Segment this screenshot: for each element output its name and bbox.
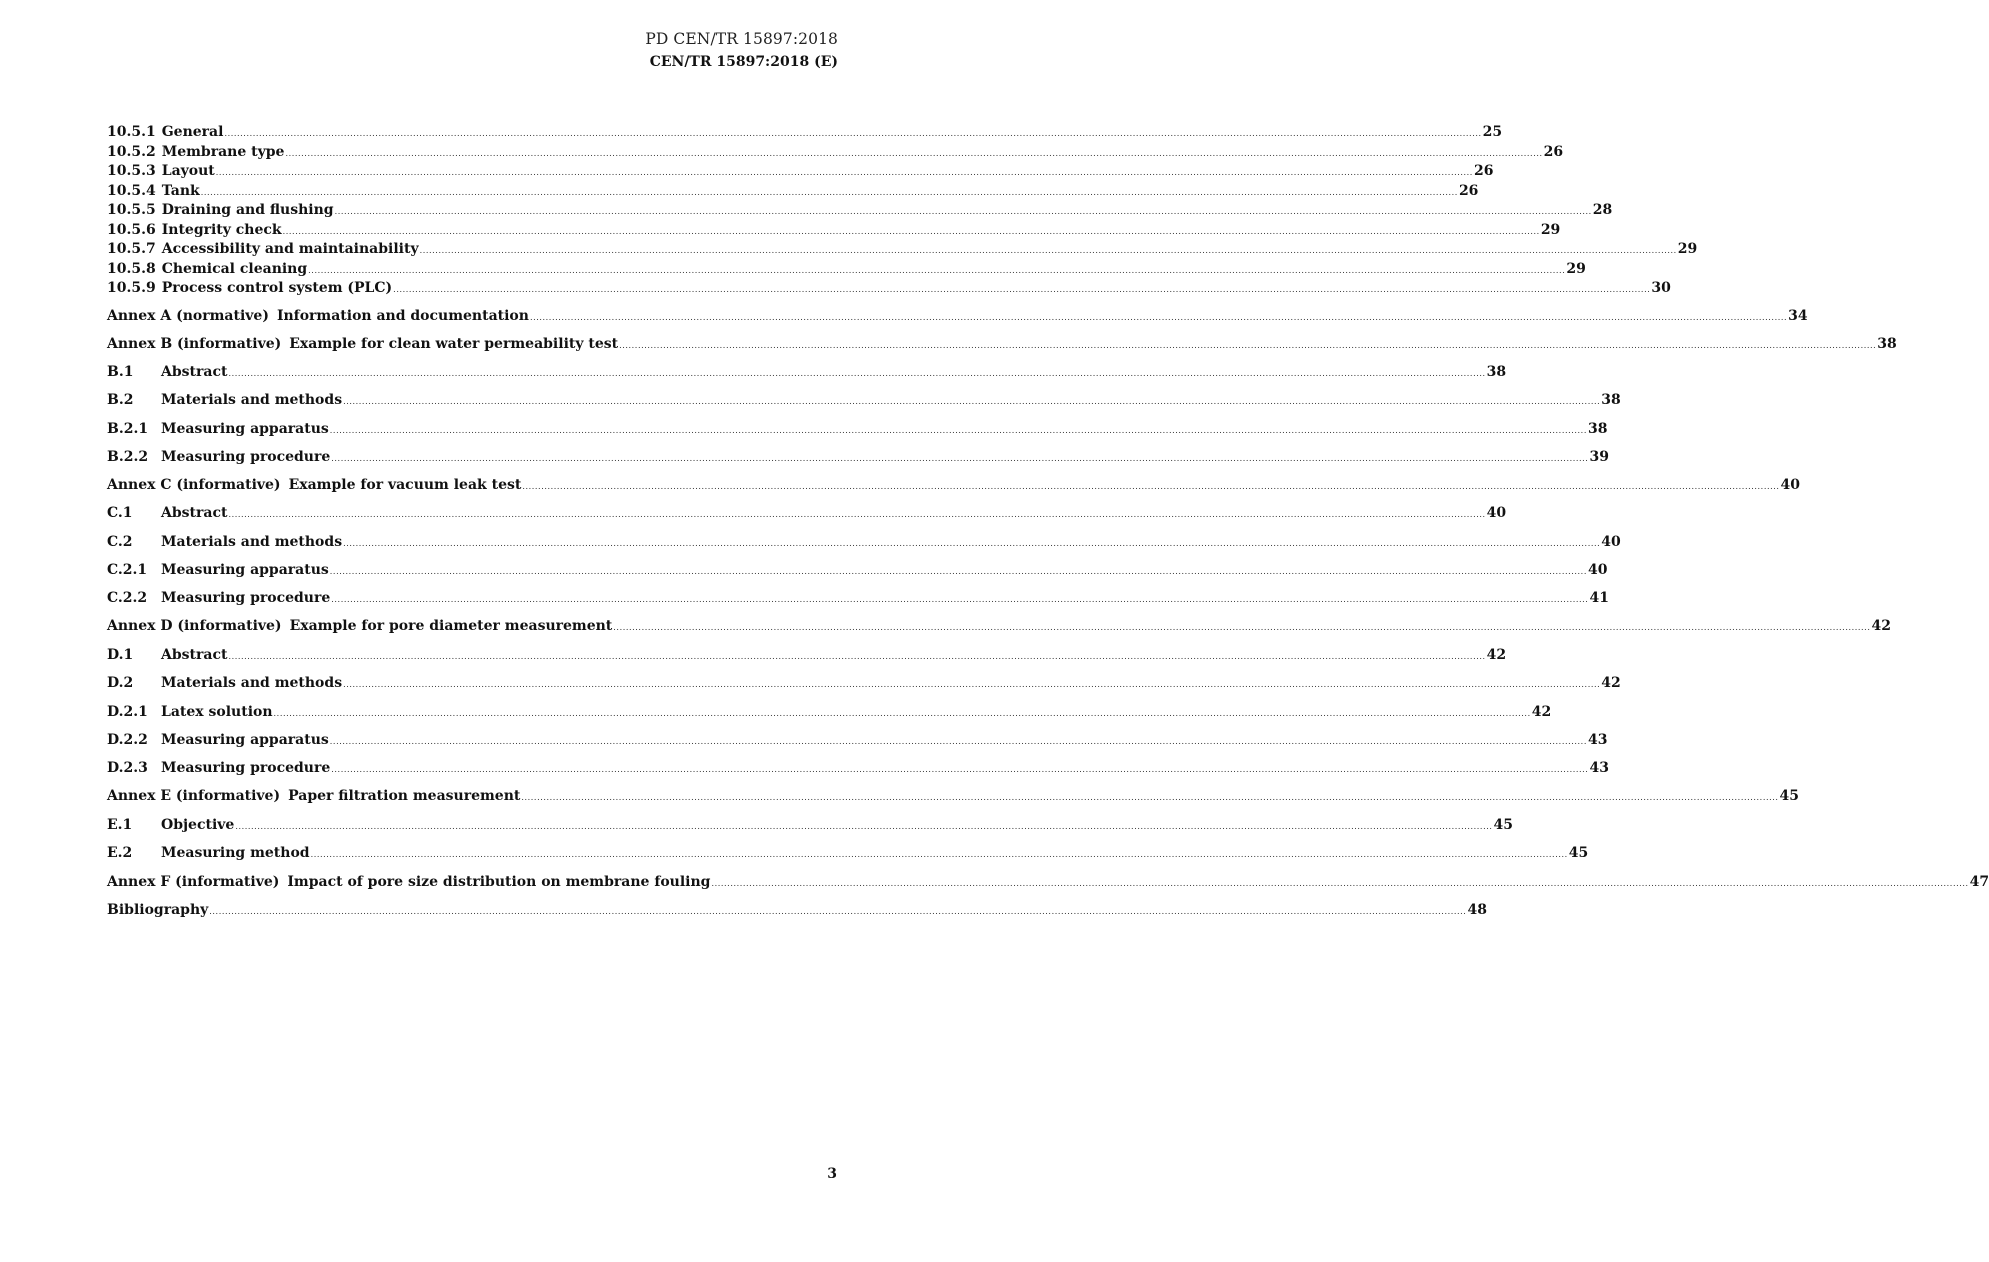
toc-entry-title: Example for clean water permeability test xyxy=(289,336,619,352)
toc-entry-number: Annex E (informative) xyxy=(107,788,281,804)
toc-entry-number: B.2 xyxy=(107,392,134,408)
toc-leader-dots: ................................................................................................................................................................................................................................................................................................................................................................................................................ xyxy=(209,907,1467,916)
toc-entry-page: 40 xyxy=(1587,562,1608,578)
toc-entry[interactable] xyxy=(107,163,1494,179)
toc-entry-title: Objective xyxy=(161,817,235,833)
toc-leader-dots: ................................................................................................................................................................................................................................................................................................................................................................................................................ xyxy=(343,680,1601,689)
toc-entry-title: Layout xyxy=(161,163,215,179)
document-id-language: CEN/TR 15897:2018 (E) xyxy=(649,54,838,70)
toc-entry-number: E.1 xyxy=(107,817,133,833)
toc-leader-dots: ................................................................................................................................................................................................................................................................................................................................................................................................................ xyxy=(331,765,1589,774)
toc-entry-title: Measuring apparatus xyxy=(161,421,329,437)
toc-entry-page: 40 xyxy=(1601,534,1621,550)
toc-leader-dots: ................................................................................................................................................................................................................................................................................................................................................................................................................ xyxy=(310,850,1568,859)
toc-entry-page: 38 xyxy=(1601,392,1621,408)
toc-leader-dots: ................................................................................................................................................................................................................................................................................................................................................................................................................ xyxy=(329,737,1587,746)
toc-entry[interactable] xyxy=(107,449,1609,465)
toc-leader-dots: ................................................................................................................................................................................................................................................................................................................................................................................................................ xyxy=(308,265,1566,275)
toc-entry-page: 41 xyxy=(1589,590,1609,606)
toc-entry-page: 26 xyxy=(1543,143,1564,160)
toc-leader-dots: ................................................................................................................................................................................................................................................................................................................................................................................................................ xyxy=(228,369,1486,378)
toc-entry-title: Measuring procedure xyxy=(161,449,331,465)
toc-leader-dots: ................................................................................................................................................................................................................................................................................................................................................................................................................ xyxy=(228,510,1486,519)
toc-entry[interactable] xyxy=(107,534,1621,550)
toc-entry[interactable] xyxy=(107,902,1487,918)
toc-entry-title: General xyxy=(161,124,224,140)
toc-entry[interactable] xyxy=(107,647,1507,663)
toc-leader-dots: ................................................................................................................................................................................................................................................................................................................................................................................................................ xyxy=(393,285,1651,294)
toc-entry[interactable] xyxy=(107,562,1608,578)
toc-entry-number: Annex D (informative) xyxy=(107,618,282,634)
toc-leader-dots: ................................................................................................................................................................................................................................................................................................................................................................................................................ xyxy=(711,879,1969,888)
toc-entry-page: 38 xyxy=(1486,364,1507,380)
toc-entry-page: 45 xyxy=(1779,788,1800,804)
toc-entry-number: C.1 xyxy=(107,505,133,521)
toc-entry[interactable] xyxy=(107,845,1589,861)
toc-entry-title: Measuring apparatus xyxy=(161,732,329,748)
toc-entry[interactable] xyxy=(107,308,1808,324)
toc-entry-number: Annex C (informative) xyxy=(107,477,281,493)
toc-entry-page: 28 xyxy=(1592,202,1613,218)
toc-entry-title: Impact of pore size distribution on membrane fouling xyxy=(287,874,711,890)
toc-entry-title: Measuring procedure xyxy=(161,760,331,776)
toc-entry-page: 42 xyxy=(1871,618,1891,634)
toc-entry[interactable] xyxy=(107,760,1609,776)
toc-entry[interactable] xyxy=(107,202,1613,218)
toc-entry[interactable] xyxy=(107,817,1513,833)
toc-entry-page: 42 xyxy=(1531,704,1552,720)
toc-leader-dots: ................................................................................................................................................................................................................................................................................................................................................................................................................ xyxy=(329,426,1587,435)
toc-entry-title: Draining and flushing xyxy=(161,202,334,218)
toc-entry-title: Measuring apparatus xyxy=(161,562,329,578)
toc-entry[interactable] xyxy=(107,788,1800,804)
toc-entry-title: Materials and methods xyxy=(161,534,343,550)
toc-entry[interactable] xyxy=(107,124,1503,140)
toc-entry-number: D.2.3 xyxy=(107,760,148,776)
toc-entry-page: 43 xyxy=(1589,760,1609,776)
toc-entry-title: Latex solution xyxy=(161,704,273,720)
toc-entry-title: Paper filtration measurement xyxy=(288,788,521,804)
toc-entry-title: Abstract xyxy=(161,364,228,380)
toc-entry-title: Process control system (PLC) xyxy=(161,280,393,296)
toc-entry-page: 42 xyxy=(1601,675,1621,691)
toc-entry-page: 45 xyxy=(1493,817,1513,833)
toc-entry-page: 45 xyxy=(1568,845,1589,861)
toc-entry-number: C.2.2 xyxy=(107,590,148,606)
toc-entry-title: Bibliography xyxy=(107,902,209,918)
toc-entry-number: B.2.1 xyxy=(107,421,149,437)
toc-leader-dots: ................................................................................................................................................................................................................................................................................................................................................................................................................ xyxy=(224,129,1482,138)
toc-entry[interactable] xyxy=(107,392,1621,408)
toc-entry-title: Membrane type xyxy=(161,143,285,160)
toc-leader-dots: ................................................................................................................................................................................................................................................................................................................................................................................................................ xyxy=(200,187,1458,197)
toc-entry-number: 10.5.8 xyxy=(107,260,156,277)
toc-entry[interactable] xyxy=(107,874,1989,890)
toc-entry-page: 29 xyxy=(1566,260,1586,277)
toc-entry[interactable] xyxy=(107,280,1671,296)
toc-entry[interactable] xyxy=(107,732,1608,748)
toc-entry-number: 10.5.4 xyxy=(107,182,156,199)
toc-entry[interactable] xyxy=(107,618,1891,634)
toc-leader-dots: ................................................................................................................................................................................................................................................................................................................................................................................................................ xyxy=(613,623,1871,632)
toc-entry[interactable] xyxy=(107,675,1621,691)
toc-entry[interactable] xyxy=(107,260,1586,277)
toc-leader-dots: ................................................................................................................................................................................................................................................................................................................................................................................................................ xyxy=(228,652,1486,661)
toc-leader-dots: ................................................................................................................................................................................................................................................................................................................................................................................................................ xyxy=(522,482,1780,491)
toc-entry-page: 29 xyxy=(1677,241,1698,257)
toc-leader-dots: ................................................................................................................................................................................................................................................................................................................................................................................................................ xyxy=(529,313,1788,322)
toc-entry-title: Example for vacuum leak test xyxy=(288,477,522,493)
toc-entry-number: 10.5.7 xyxy=(107,241,156,257)
toc-entry-page: 29 xyxy=(1540,221,1561,238)
toc-entry-page: 48 xyxy=(1467,902,1487,918)
toc-entry-page: 40 xyxy=(1780,477,1801,493)
toc-entry-page: 30 xyxy=(1651,280,1671,296)
toc-entry-number: Annex B (informative) xyxy=(107,336,282,352)
toc-entry-number: 10.5.6 xyxy=(107,221,156,238)
toc-leader-dots: ................................................................................................................................................................................................................................................................................................................................................................................................................ xyxy=(619,341,1877,350)
toc-leader-dots: ................................................................................................................................................................................................................................................................................................................................................................................................................ xyxy=(331,454,1589,463)
toc-entry-title: Abstract xyxy=(161,647,228,663)
toc-leader-dots: ................................................................................................................................................................................................................................................................................................................................................................................................................ xyxy=(273,709,1531,718)
toc-entry-number: D.2.1 xyxy=(107,704,148,720)
toc-entry-number: B.2.2 xyxy=(107,449,149,465)
toc-entry-title: Materials and methods xyxy=(161,392,343,408)
toc-entry-page: 25 xyxy=(1482,124,1503,140)
toc-entry-number: 10.5.3 xyxy=(107,163,156,179)
toc-entry-page: 40 xyxy=(1486,505,1507,521)
toc-leader-dots: ................................................................................................................................................................................................................................................................................................................................................................................................................ xyxy=(521,793,1779,802)
toc-entry[interactable] xyxy=(107,590,1609,606)
document-id: PD CEN/TR 15897:2018 xyxy=(645,30,838,48)
toc-leader-dots: ................................................................................................................................................................................................................................................................................................................................................................................................................ xyxy=(343,397,1601,406)
toc-entry[interactable] xyxy=(107,505,1507,521)
toc-leader-dots: ................................................................................................................................................................................................................................................................................................................................................................................................................ xyxy=(329,567,1587,576)
toc-entry-title: Chemical cleaning xyxy=(161,260,308,277)
toc-entry[interactable] xyxy=(107,364,1507,380)
toc-entry-number: D.2 xyxy=(107,675,134,691)
toc-entry-title: Example for pore diameter measurement xyxy=(289,618,613,634)
toc-entry-page: 38 xyxy=(1877,336,1897,352)
toc-entry-number: 10.5.9 xyxy=(107,280,156,296)
toc-entry-page: 34 xyxy=(1788,308,1808,324)
toc-entry-number: C.2.1 xyxy=(107,562,148,578)
toc-entry[interactable] xyxy=(107,477,1801,493)
page-number: 3 xyxy=(827,1166,837,1182)
toc-leader-dots: ................................................................................................................................................................................................................................................................................................................................................................................................................ xyxy=(282,226,1540,236)
toc-entry[interactable] xyxy=(107,421,1608,437)
toc-entry-number: D.1 xyxy=(107,647,134,663)
toc-entry-number: E.2 xyxy=(107,845,133,861)
toc-entry[interactable] xyxy=(107,143,1564,160)
toc-entry-number: 10.5.5 xyxy=(107,202,156,218)
toc-entry-title: Materials and methods xyxy=(161,675,343,691)
toc-entry-number: 10.5.1 xyxy=(107,124,156,140)
toc-entry-number: 10.5.2 xyxy=(107,143,156,160)
toc-entry-number: Annex A (normative) xyxy=(107,308,269,324)
toc-entry-page: 26 xyxy=(1458,182,1479,199)
toc-entry-title: Information and documentation xyxy=(276,308,529,324)
toc-leader-dots: ................................................................................................................................................................................................................................................................................................................................................................................................................ xyxy=(334,207,1592,216)
toc-entry-page: 47 xyxy=(1969,874,1989,890)
toc-entry[interactable] xyxy=(107,336,1897,352)
toc-entry[interactable] xyxy=(107,182,1479,199)
toc-entry-page: 43 xyxy=(1587,732,1608,748)
toc-leader-dots: ................................................................................................................................................................................................................................................................................................................................................................................................................ xyxy=(285,148,1543,158)
toc-entry-title: Measuring method xyxy=(161,845,310,861)
toc-entry-page: 42 xyxy=(1486,647,1507,663)
toc-leader-dots: ................................................................................................................................................................................................................................................................................................................................................................................................................ xyxy=(331,595,1589,604)
toc-entry-page: 26 xyxy=(1473,163,1494,179)
toc-entry-number: D.2.2 xyxy=(107,732,148,748)
toc-leader-dots: ................................................................................................................................................................................................................................................................................................................................................................................................................ xyxy=(235,822,1493,831)
toc-leader-dots: ................................................................................................................................................................................................................................................................................................................................................................................................................ xyxy=(343,539,1601,548)
toc-entry-title: Integrity check xyxy=(161,221,282,238)
toc-entry-number: B.1 xyxy=(107,364,134,380)
toc-leader-dots: ................................................................................................................................................................................................................................................................................................................................................................................................................ xyxy=(215,168,1473,177)
toc-leader-dots: ................................................................................................................................................................................................................................................................................................................................................................................................................ xyxy=(419,246,1677,255)
toc-entry-title: Measuring procedure xyxy=(161,590,331,606)
toc-entry-page: 39 xyxy=(1589,449,1609,465)
toc-entry-title: Tank xyxy=(161,182,200,199)
toc-entry[interactable] xyxy=(107,221,1561,238)
toc-entry-number: Annex F (informative) xyxy=(107,874,280,890)
toc-entry[interactable] xyxy=(107,704,1552,720)
toc-entry-title: Abstract xyxy=(161,505,228,521)
toc-entry-title: Accessibility and maintainability xyxy=(161,241,419,257)
toc-entry[interactable] xyxy=(107,241,1698,257)
toc-entry-number: C.2 xyxy=(107,534,133,550)
toc-entry-page: 38 xyxy=(1587,421,1608,437)
